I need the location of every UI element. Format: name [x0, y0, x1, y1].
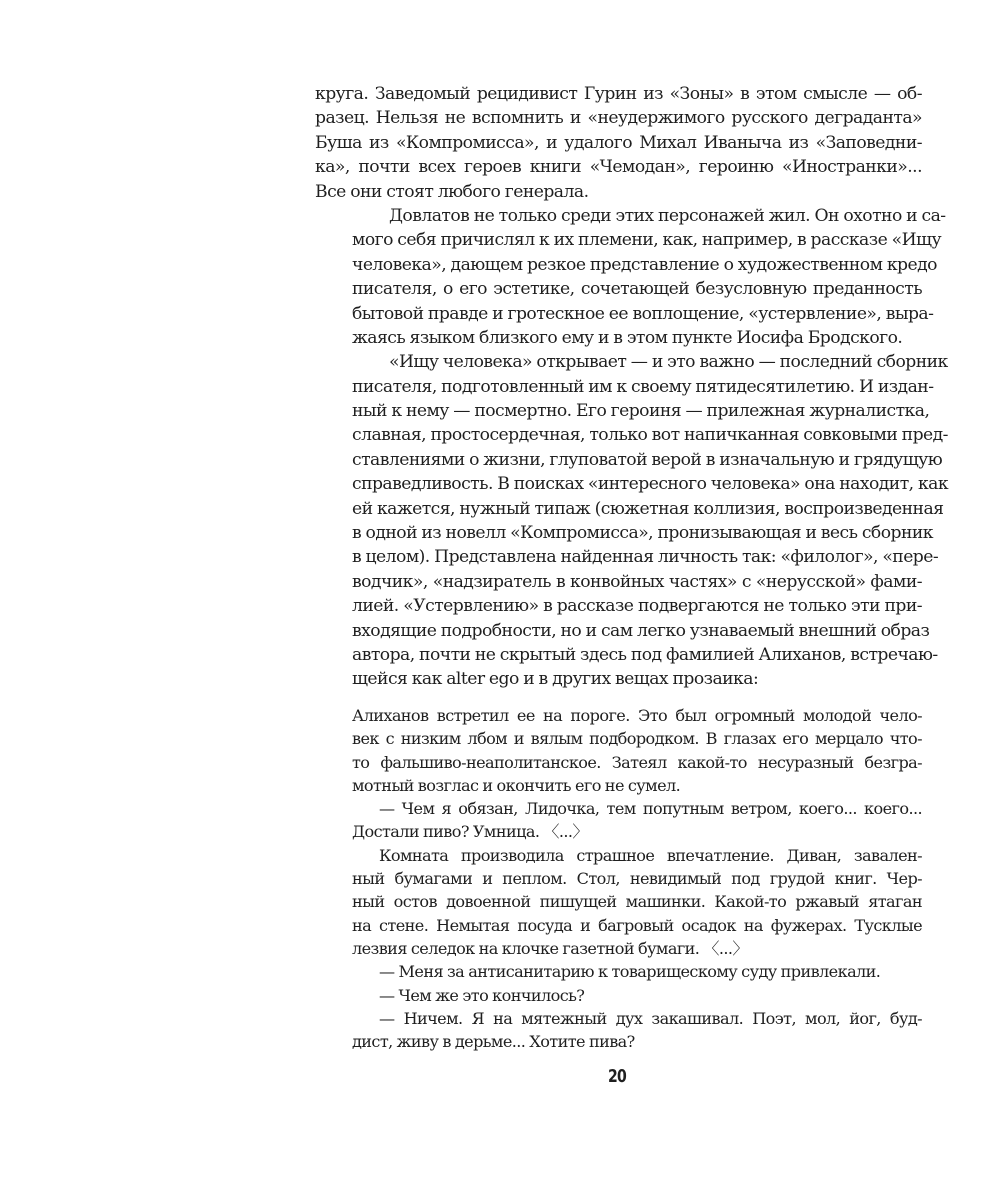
- text-line: славная, простосердечная, только вот напичканная совковыми пред-: [352, 425, 948, 446]
- text-line: лезвия селедок на клочке газетной бумаги. 〈...〉: [352, 938, 748, 958]
- text-line: «Ищу человека» открывает — и это важно — последний сборник: [389, 352, 948, 373]
- text-line: ный бумагами и пеплом. Стол, невидимый под грудой книг. Чер-: [352, 869, 922, 889]
- text-line: бытовой правде и гротескное ее воплощение, «устервление», выра-: [352, 303, 934, 324]
- text-line: в одной из новелл «Компромисса», пронизывающая и весь сборник: [352, 523, 933, 544]
- body-text: [315, 82, 949, 692]
- quote-paragraph: [352, 984, 922, 1007]
- text-line: круга. Заведомый рецидивист Гурин из «Зоны» в этом смысле — об-: [315, 84, 922, 104]
- text-line: Довлатов не только среди этих персонажей жил. Он охотно и са-: [389, 205, 946, 226]
- text-line: ный остов довоенной пишущей машинки. Какой-то ржавый ятаган: [352, 892, 922, 912]
- text-line: Буша из «Компромисса», и удалого Михал Иваныча из «Заповедни-: [315, 132, 922, 153]
- text-line: мого себя причислял к их племени, как, например, в рассказе «Ищу: [352, 230, 942, 251]
- quote-paragraph: [352, 844, 922, 960]
- text-line: на стене. Немытая посуда и багровый осадок на фужерах. Тусклые: [352, 915, 922, 935]
- text-line: Алиханов встретил ее на пороге. Это был огромный молодой чело-: [352, 706, 922, 725]
- text-line: входящие подробности, но и сам легко узнаваемый внешний образ: [352, 620, 930, 641]
- text-line: — Ничем. Я на мятежный дух закашивал. Поэт, мол, йог, буд-: [379, 1008, 922, 1028]
- block-quote: [352, 704, 922, 1053]
- text-line: писателя, о его эстетике, сочетающей безусловную преданность: [352, 279, 922, 300]
- quote-paragraph: [352, 1007, 922, 1054]
- quote-paragraph: [352, 704, 922, 797]
- text-line: водчик», «надзиратель в конвойных частях» с «нерусской» фами-: [352, 571, 922, 592]
- text-line: дист, живу в дерьме... Хотите пива?: [352, 1032, 635, 1052]
- text-line: лией. «Устервлению» в рассказе подвергаются не только эти при-: [352, 596, 922, 617]
- text-line: ставлениями о жизни, глуповатой верой в изначальную и грядущую: [352, 449, 943, 470]
- text-line: ка», почти всех героев книги «Чемодан», героиню «Иностранки»...: [315, 157, 922, 178]
- paragraph: [315, 204, 946, 350]
- text-line: Все они стоят любого генерала.: [315, 181, 589, 202]
- text-line: справедливость. В поисках «интересного человека» она находит, как: [352, 474, 949, 495]
- text-line: автора, почти не скрытый здесь под фамилией Алиханов, встречаю-: [352, 644, 938, 665]
- page-number: 20: [608, 1066, 626, 1087]
- text-line: щейся как alter ego и в других вещах прозаика:: [352, 669, 759, 690]
- paragraph: [315, 350, 949, 691]
- text-line: ей кажется, нужный типаж (сюжетная коллизия, воспроизведенная: [352, 498, 944, 519]
- text-line: — Меня за антисанитарию к товарищескому суду привлекали.: [379, 962, 881, 982]
- text-line: Комната производила страшное впечатление. Диван, завален-: [379, 845, 922, 865]
- text-line: Достали пиво? Умница. 〈...〉: [352, 822, 588, 842]
- quote-paragraph: [352, 797, 922, 844]
- text-line: в целом). Представлена найденная личность так: «филолог», «пере-: [352, 547, 939, 568]
- paragraph: [315, 82, 922, 204]
- text-line: человека», дающем резкое представление о художественном кредо: [352, 254, 937, 275]
- text-line: писателя, подготовленный им к своему пятидесятилетию. И издан-: [352, 376, 934, 397]
- text-line: век с низким лбом и вялым подбородком. В глазах его мерцало что-: [352, 729, 922, 749]
- text-line: — Чем же это кончилось?: [379, 985, 585, 1005]
- text-line: то фальшиво-неаполитанское. Затеял какой-то несуразный безгра-: [352, 752, 922, 772]
- quote-paragraph: [352, 960, 922, 983]
- text-line: — Чем я обязан, Лидочка, тем попутным ветром, коего... коего...: [379, 799, 922, 819]
- text-line: мотный возглас и окончить его не сумел.: [352, 775, 681, 795]
- text-line: жаясь языком близкого ему и в этом пункте Иосифа Бродского.: [352, 327, 903, 348]
- text-line: разец. Нельзя не вспомнить и «неудержимого русского деграданта»: [315, 108, 922, 129]
- text-line: ный к нему — посмертно. Его героиня — прилежная журналистка,: [352, 401, 930, 422]
